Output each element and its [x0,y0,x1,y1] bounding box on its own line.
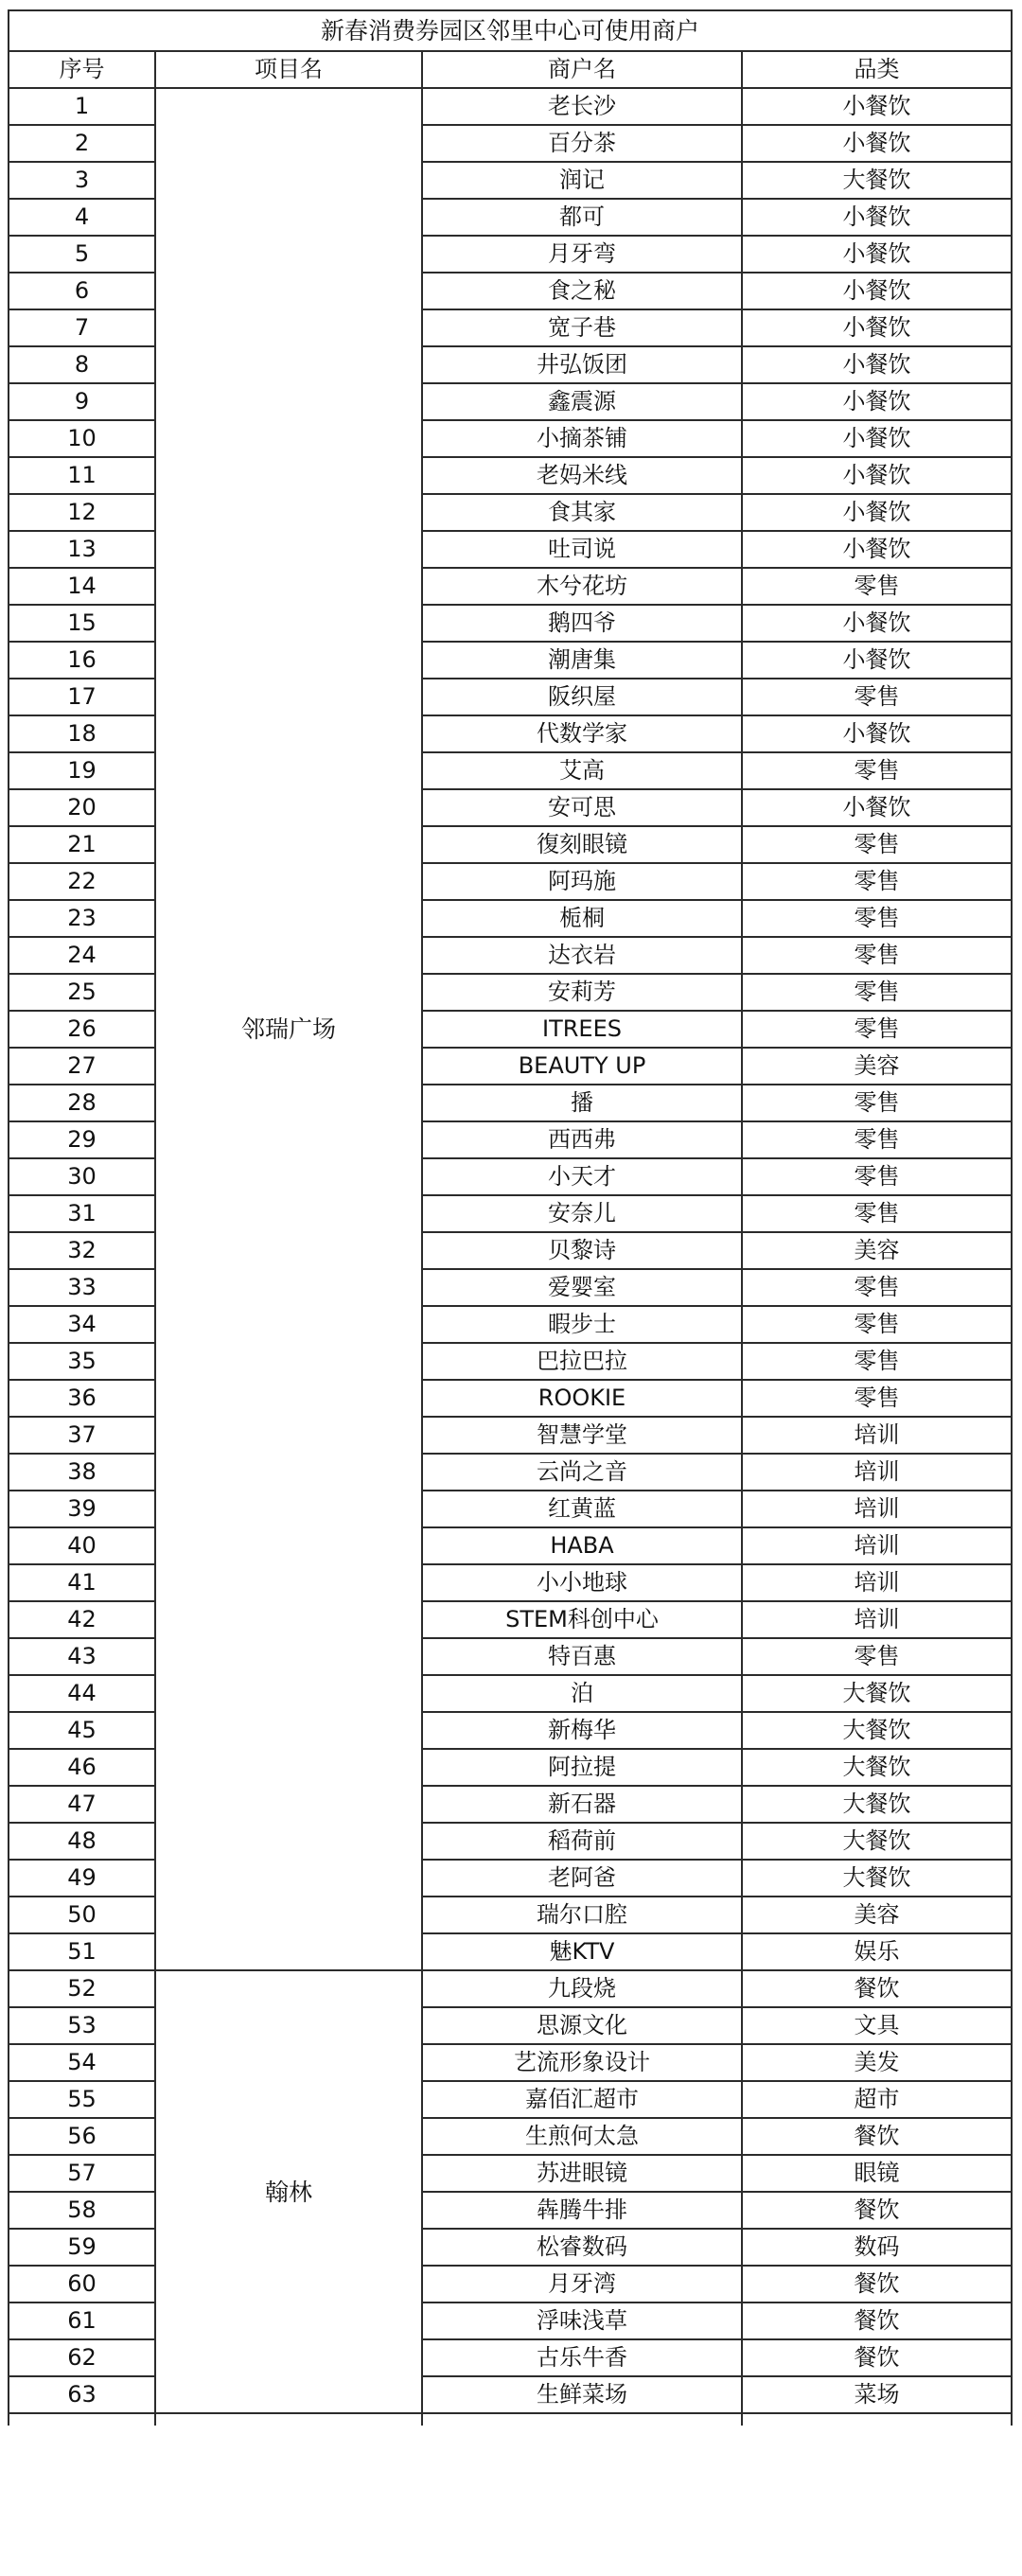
merchant-name: 艺流形象设计 [422,2044,742,2081]
category: 娱乐 [742,1933,1012,1970]
merchant-name: ITREES [422,1011,742,1048]
merchant-name: 安莉芳 [422,974,742,1011]
merchant-name: 浮味浅草 [422,2303,742,2339]
category: 小餐饮 [742,531,1012,568]
table-body [9,88,1012,2426]
merchant-name: 苏进眼镜 [422,2155,742,2192]
row-index: 20 [9,789,155,826]
category: 大餐饮 [742,1823,1012,1860]
category: 美容 [742,1232,1012,1269]
merchant-name: 潮唐集 [422,642,742,679]
merchant-name: 食之秘 [422,273,742,309]
header-category: 品类 [742,51,1012,88]
row-index: 26 [9,1011,155,1048]
merchant-name: 井弘饭团 [422,346,742,383]
category: 大餐饮 [742,1712,1012,1749]
merchant-name: 宽子巷 [422,309,742,346]
merchant-name: 播 [422,1085,742,1121]
merchant-name: 犇腾牛排 [422,2192,742,2229]
category: 眼镜 [742,2155,1012,2192]
row-index: 63 [9,2376,155,2413]
category: 小餐饮 [742,715,1012,752]
row-index: 38 [9,1454,155,1491]
merchant-name: 食其家 [422,494,742,531]
row-index: 15 [9,605,155,642]
merchant-name: 小天才 [422,1158,742,1195]
row-index: 49 [9,1860,155,1897]
row-index: 45 [9,1712,155,1749]
row-index: 39 [9,1491,155,1527]
row-index: 35 [9,1343,155,1380]
merchant-name: HABA [422,1527,742,1564]
merchant-name: 爱婴室 [422,1269,742,1306]
merchant-name: 西西弗 [422,1121,742,1158]
merchant-name: 老阿爸 [422,1860,742,1897]
merchant-name: 暇步士 [422,1306,742,1343]
row-index: 25 [9,974,155,1011]
row-index: 47 [9,1786,155,1823]
row-index: 58 [9,2192,155,2229]
row-index: 31 [9,1195,155,1232]
row-index: 29 [9,1121,155,1158]
empty-cell [155,2413,422,2426]
category: 大餐饮 [742,162,1012,199]
row-index: 24 [9,937,155,974]
category: 零售 [742,752,1012,789]
row-index: 13 [9,531,155,568]
category: 小餐饮 [742,125,1012,162]
merchant-table [8,9,1013,2426]
category: 零售 [742,1158,1012,1195]
row-index: 55 [9,2081,155,2118]
merchant-name: 吐司说 [422,531,742,568]
category: 小餐饮 [742,457,1012,494]
row-index: 30 [9,1158,155,1195]
merchant-name: 阿玛施 [422,863,742,900]
merchant-name: 復刻眼镜 [422,826,742,863]
category: 零售 [742,1306,1012,1343]
merchant-name: 老妈米线 [422,457,742,494]
row-index: 23 [9,900,155,937]
category: 大餐饮 [742,1749,1012,1786]
row-index: 22 [9,863,155,900]
header-project: 项目名 [155,51,422,88]
row-index: 8 [9,346,155,383]
row-index: 17 [9,679,155,715]
row-index: 56 [9,2118,155,2155]
row-index: 62 [9,2339,155,2376]
row-index: 5 [9,236,155,273]
merchant-name: 木兮花坊 [422,568,742,605]
category: 小餐饮 [742,383,1012,420]
row-index: 52 [9,1970,155,2007]
merchant-name: 月牙湾 [422,2266,742,2303]
row-index: 40 [9,1527,155,1564]
row-index: 60 [9,2266,155,2303]
row-index: 18 [9,715,155,752]
category: 数码 [742,2229,1012,2266]
merchant-name: 栀桐 [422,900,742,937]
merchant-name: 思源文化 [422,2007,742,2044]
category: 小餐饮 [742,789,1012,826]
merchant-name: 瑞尔口腔 [422,1897,742,1933]
category: 培训 [742,1601,1012,1638]
merchant-name: 智慧学堂 [422,1417,742,1454]
category: 餐饮 [742,2118,1012,2155]
merchant-name: 云尚之音 [422,1454,742,1491]
row-index: 33 [9,1269,155,1306]
row-index: 12 [9,494,155,531]
category: 零售 [742,1638,1012,1675]
row-index: 3 [9,162,155,199]
category: 零售 [742,568,1012,605]
merchant-name: 鹅四爷 [422,605,742,642]
category: 餐饮 [742,1970,1012,2007]
category: 美容 [742,1048,1012,1085]
merchant-name: 老长沙 [422,88,742,125]
category: 餐饮 [742,2192,1012,2229]
merchant-name: 巴拉巴拉 [422,1343,742,1380]
merchant-name: 魅KTV [422,1933,742,1970]
category: 小餐饮 [742,199,1012,236]
row-index: 54 [9,2044,155,2081]
merchant-name: 红黄蓝 [422,1491,742,1527]
empty-cell [742,2413,1012,2426]
merchant-name: 生鲜菜场 [422,2376,742,2413]
category: 培训 [742,1417,1012,1454]
category: 餐饮 [742,2303,1012,2339]
row-index: 48 [9,1823,155,1860]
row-index: 59 [9,2229,155,2266]
category: 零售 [742,974,1012,1011]
row-index: 57 [9,2155,155,2192]
category: 零售 [742,1195,1012,1232]
table-row-partial [9,2413,1012,2426]
category: 大餐饮 [742,1860,1012,1897]
row-index: 28 [9,1085,155,1121]
row-index: 6 [9,273,155,309]
merchant-name: 艾高 [422,752,742,789]
row-index: 34 [9,1306,155,1343]
merchant-name: 润记 [422,162,742,199]
category: 餐饮 [742,2339,1012,2376]
merchant-name: 月牙弯 [422,236,742,273]
row-index: 41 [9,1564,155,1601]
empty-cell [422,2413,742,2426]
category: 文具 [742,2007,1012,2044]
row-index: 9 [9,383,155,420]
category: 小餐饮 [742,420,1012,457]
row-index: 42 [9,1601,155,1638]
row-index: 16 [9,642,155,679]
category: 培训 [742,1491,1012,1527]
row-index: 4 [9,199,155,236]
category: 美容 [742,1897,1012,1933]
category: 零售 [742,1011,1012,1048]
merchant-name: 贝黎诗 [422,1232,742,1269]
merchant-name: BEAUTY UP [422,1048,742,1085]
merchant-name: 泊 [422,1675,742,1712]
merchant-name: 生煎何太急 [422,2118,742,2155]
project-name: 翰林 [155,1970,422,2413]
category: 餐饮 [742,2266,1012,2303]
category: 零售 [742,679,1012,715]
row-index: 7 [9,309,155,346]
row-index: 32 [9,1232,155,1269]
merchant-name: 阿拉提 [422,1749,742,1786]
category: 菜场 [742,2376,1012,2413]
category: 零售 [742,900,1012,937]
merchant-name: 安奈儿 [422,1195,742,1232]
merchant-name: 松睿数码 [422,2229,742,2266]
category: 小餐饮 [742,236,1012,273]
category: 超市 [742,2081,1012,2118]
row-index: 37 [9,1417,155,1454]
category: 小餐饮 [742,346,1012,383]
category: 小餐饮 [742,88,1012,125]
category: 零售 [742,1343,1012,1380]
merchant-name: 达衣岩 [422,937,742,974]
merchant-sheet [8,9,1011,2426]
category: 零售 [742,1269,1012,1306]
merchant-name: 九段烧 [422,1970,742,2007]
merchant-name: 小摘茶铺 [422,420,742,457]
row-index: 14 [9,568,155,605]
category: 小餐饮 [742,642,1012,679]
row-index: 1 [9,88,155,125]
category: 小餐饮 [742,273,1012,309]
row-index: 50 [9,1897,155,1933]
category: 小餐饮 [742,309,1012,346]
empty-cell [9,2413,155,2426]
category: 零售 [742,1380,1012,1417]
category: 小餐饮 [742,605,1012,642]
category: 零售 [742,863,1012,900]
merchant-name: 新梅华 [422,1712,742,1749]
row-index: 53 [9,2007,155,2044]
merchant-name: 新石器 [422,1786,742,1823]
table-title: 新春消费券园区邻里中心可使用商户 [9,10,1012,51]
category: 零售 [742,826,1012,863]
merchant-name: 阪织屋 [422,679,742,715]
category: 小餐饮 [742,494,1012,531]
merchant-name: 稻荷前 [422,1823,742,1860]
category: 培训 [742,1527,1012,1564]
merchant-name: 小小地球 [422,1564,742,1601]
header-row [9,51,1012,88]
category: 零售 [742,1121,1012,1158]
row-index: 21 [9,826,155,863]
merchant-name: 古乐牛香 [422,2339,742,2376]
row-index: 2 [9,125,155,162]
row-index: 61 [9,2303,155,2339]
row-index: 46 [9,1749,155,1786]
header-index: 序号 [9,51,155,88]
row-index: 27 [9,1048,155,1085]
category: 培训 [742,1564,1012,1601]
category: 零售 [742,937,1012,974]
merchant-name: 代数学家 [422,715,742,752]
category: 美发 [742,2044,1012,2081]
merchant-name: 百分茶 [422,125,742,162]
row-index: 36 [9,1380,155,1417]
header-merchant: 商户名 [422,51,742,88]
merchant-name: 嘉佰汇超市 [422,2081,742,2118]
row-index: 10 [9,420,155,457]
category: 零售 [742,1085,1012,1121]
merchant-name: STEM科创中心 [422,1601,742,1638]
merchant-name: ROOKIE [422,1380,742,1417]
category: 大餐饮 [742,1786,1012,1823]
merchant-name: 都可 [422,199,742,236]
table-row [9,88,1012,125]
row-index: 11 [9,457,155,494]
merchant-name: 特百惠 [422,1638,742,1675]
category: 大餐饮 [742,1675,1012,1712]
table-row [9,1970,1012,2007]
project-name: 邻瑞广场 [155,88,422,1970]
row-index: 51 [9,1933,155,1970]
category: 培训 [742,1454,1012,1491]
row-index: 44 [9,1675,155,1712]
row-index: 19 [9,752,155,789]
row-index: 43 [9,1638,155,1675]
merchant-name: 鑫震源 [422,383,742,420]
merchant-name: 安可思 [422,789,742,826]
